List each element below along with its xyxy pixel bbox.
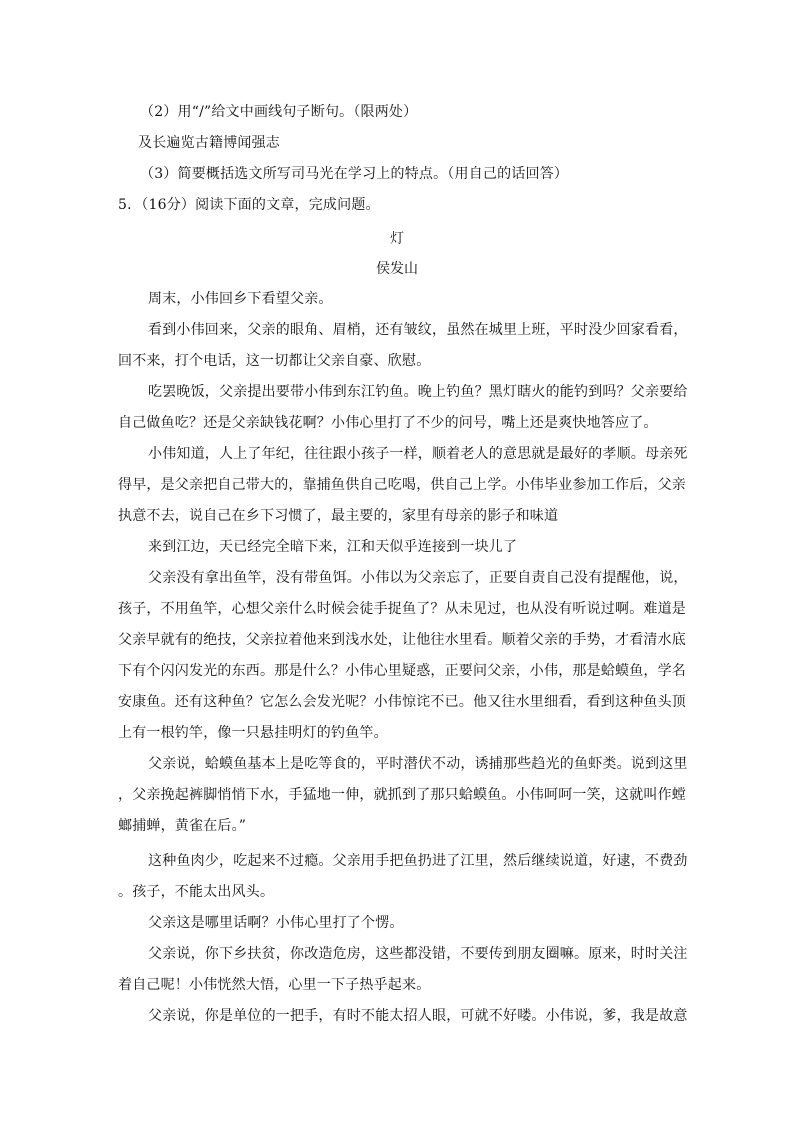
- question-2-sentence: 及长遍览古籍博闻强志: [138, 135, 280, 151]
- article-title: 灯: [390, 231, 404, 247]
- article-line: 螂捕蝉，黄雀在后。”: [118, 818, 247, 834]
- article-line: 得早，是父亲把自己带大的，靠捕鱼供自己吃喝，供自己上学。小伟毕业参加工作后，父亲: [118, 477, 686, 493]
- article-line: 父亲说，你下乡扶贫，你改造危房，这些都没错，不要传到朋友圈嘛。原来，时时关注: [148, 946, 688, 962]
- article-line: 上有一根钓竿，像一只悬挂明灯的钓鱼竿。: [118, 725, 388, 741]
- article-line: 自己做鱼吃？还是父亲缺钱花啊？小伟心里打了不少的问号，嘴上还是爽快地答应了。: [118, 415, 658, 431]
- article-line: 安康鱼。还有这种鱼？它怎么会发光呢？小伟惊诧不已。他又往水里细看，看到这种鱼头顶: [118, 694, 686, 710]
- article-line: 着自己呢！小伟恍然大悟，心里一下子热乎起来。: [118, 977, 431, 993]
- article-line: 孩子，不用鱼竿，心想父亲什么时候会徒手捉鱼了？从未见过，也从没有听说过啊。难道是: [118, 601, 686, 617]
- article-line: 父亲早就有的绝技，父亲拉着他来到浅水处，让他往水里看。顺着父亲的手势，才看清水底: [118, 632, 686, 648]
- article-line: 父亲这是哪里话啊？小伟心里打了个愣。: [148, 915, 404, 931]
- article-line: 这种鱼肉少，吃起来不过瘾。父亲用手把鱼扔进了江里，然后继续说道，好逮，不费劲: [148, 853, 688, 869]
- article-line: ，父亲挽起裤脚悄悄下水，手猛地一伸，就抓到了那只蛤蟆鱼。小伟呵呵一笑，这就叫作螳: [118, 787, 686, 803]
- article-line: 回不来，打个电话，这一切都让父亲自豪、欣慰。: [118, 353, 431, 369]
- article-line: 看到小伟回来，父亲的眼角、眉梢，还有皱纹，虽然在城里上班，平时没少回家看看，: [148, 322, 688, 338]
- article-line: 父亲说，蛤蟆鱼基本上是吃等食的，平时潜伏不动，诱捕那些趋光的鱼虾类。说到这里: [148, 756, 688, 772]
- article-line: 执意不去，说自己在乡下习惯了，最主要的，家里有母亲的影子和味道: [118, 508, 559, 524]
- question-5: 5．（16分）阅读下面的文章，完成问题。: [118, 197, 380, 213]
- article-line: 周末，小伟回乡下看望父亲。: [148, 291, 333, 307]
- question-2: （2）用“/”给文中画线句子断句。（限两处）: [140, 104, 418, 120]
- article-author: 侯发山: [376, 261, 418, 277]
- article-line: 下有个闪闪发光的东西。那是什么？小伟心里疑惑，正要问父亲，小伟，那是蛤蟆鱼，学名: [118, 663, 686, 679]
- article-line: 。孩子，不能太出风头。: [118, 884, 275, 900]
- article-line: 来到江边，天已经完全暗下来，江和天似乎连接到一块儿了: [148, 539, 518, 555]
- question-3: （3）简要概括选文所写司马光在学习上的特点。（用自己的话回答）: [140, 166, 569, 182]
- article-line: 小伟知道，人上了年纪，往往跟小孩子一样，顺着老人的意思就是最好的孝顺。母亲死: [148, 446, 688, 462]
- article-line: 父亲说，你是单位的一把手，有时不能太招人眼，可就不好喽。小伟说，爹，我是故意: [148, 1008, 688, 1024]
- article-line: 吃罢晚饭，父亲提出要带小伟到东江钓鱼。晚上钓鱼？黑灯瞎火的能钓到吗？父亲要给: [148, 384, 688, 400]
- article-line: 父亲没有拿出鱼竿，没有带鱼饵。小伟以为父亲忘了，正要自责自己没有提醒他，说，: [148, 570, 688, 586]
